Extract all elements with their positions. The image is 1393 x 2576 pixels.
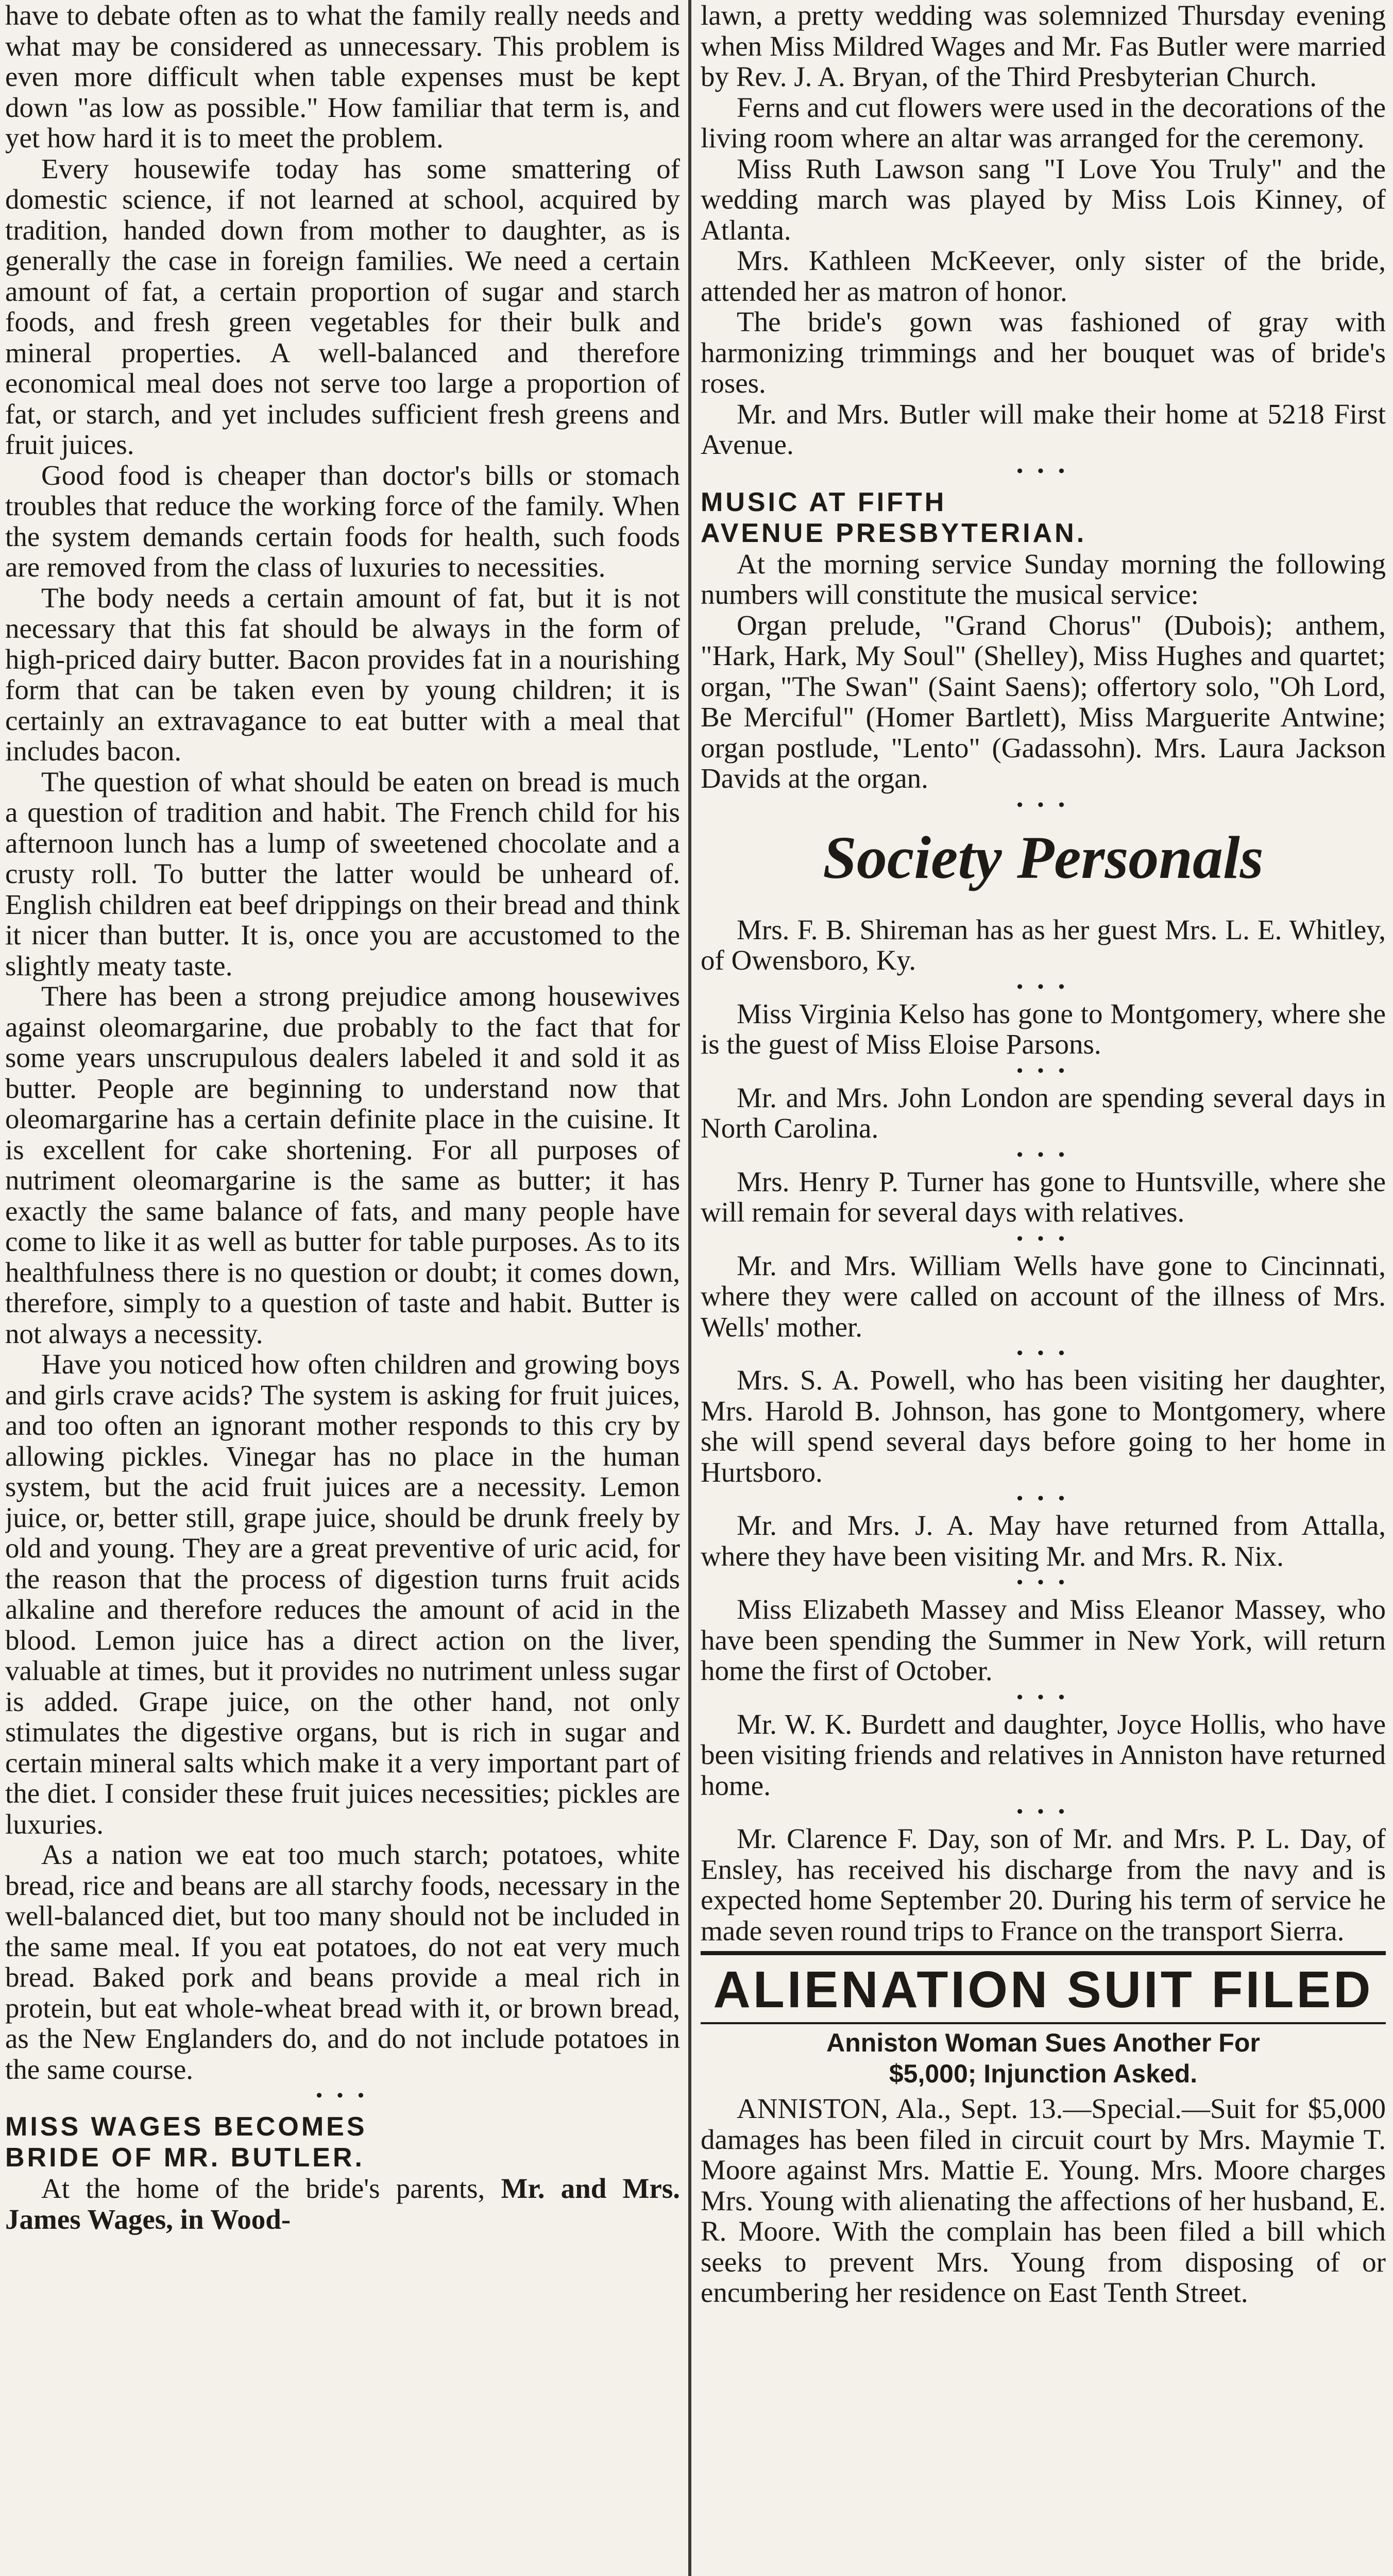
personal-item: Mr. Clarence F. Day, son of Mr. and Mrs. P. L. Day, of Ensley, has received his discharge from the navy and is expected home September 20. During his term of service he made seven round trips to France on the transport Sierra. (701, 1823, 1386, 1946)
alienation-body: ANNISTON, Ala., Sept. 13.—Special.—Suit for $5,000 damages has been filed in circuit court by Mrs. Maymie T. Moore against Mrs. Mattie E. Young. Mrs. Moore charges Mrs. Young with alienating the affections of her husband, E. R. Moore. With the complain has been filed a bill which seeks to prevent Mrs. Young from disposing of or encumbering her residence on East Tenth Street. (701, 2093, 1386, 2308)
section-separator: • • • (1016, 795, 1070, 815)
column-rule (688, 0, 691, 2576)
article-paragraph: There has been a strong prejudice among housewives against oleomargarine, due probably to the fact that for some years unscrupulous dealers labeled it and sold it as butter. People are beginning to understand now that oleomargarine has a certain definite place in the cuisine. It is excellent for cake shortening. For all purposes of nutriment oleomargarine is the same as butter; it has exactly the same balance of fats, and many people have come to like it as well as butter for table purposes. As to its healthfulness there is no question or doubt; it comes down, therefore, simply to a question of taste and habit. Butter is not always a necessity. (5, 980, 680, 1349)
section-separator: • • • (1016, 1229, 1070, 1248)
wedding-paragraph: Mr. and Mrs. Butler will make their home at 5218 First Avenue. (701, 398, 1386, 460)
section-separator: • • • (1016, 1687, 1070, 1707)
left-column (5, 0, 680, 2576)
personal-item: Mr. and Mrs. John London are spending several days in North Carolina. (701, 1081, 1386, 1144)
wedding-paragraph: lawn, a pretty wedding was solemnized Thursday evening when Miss Mildred Wages and Mr. Fas Butler were married by Rev. J. A. Bryan, of the Third Presbyterian Church. (701, 0, 1386, 92)
article-paragraph: Good food is cheaper than doctor's bills or stomach troubles that reduce the working force of the family. When the system demands certain foods for health, such foods are removed from the class of luxuries to necessities. (5, 459, 680, 583)
section-separator: • • • (1016, 1344, 1070, 1363)
wedding-paragraph: Ferns and cut flowers were used in the decorations of the living room where an altar was arranged for the ceremony. (701, 91, 1386, 154)
section-separator: • • • (1016, 1573, 1070, 1592)
personal-item: Mr. and Mrs. J. A. May have returned from Attalla, where they have been visiting Mr. and Mrs. R. Nix. (701, 1510, 1386, 1572)
personal-item: Mrs. F. B. Shireman has as her guest Mrs. L. E. Whitley, of Owensboro, Ky. (701, 913, 1386, 976)
wedding-paragraph: Mrs. Kathleen McKeever, only sister of the bride, attended her as matron of honor. (701, 245, 1386, 307)
alienation-subheadline-line: Anniston Woman Sues Another For (826, 2028, 1260, 2057)
personal-item: Mrs. S. A. Powell, who has been visiting her daughter, Mrs. Harold B. Johnson, has gone to Montgomery, where she will spend several days before going to her home in Hurtsboro. (701, 1364, 1386, 1488)
music-paragraph: Organ prelude, "Grand Chorus" (Dubois); anthem, "Hark, Hark, My Soul" (Shelley), Miss Hughes and quartet; organ, "The Swan" (Saint Saens); offertory solo, "Oh Lord, Be Merciful" (Homer Bartlett), Miss Marguerite Antwine; organ postlude, "Lento" (Gadassohn). Mrs. Laura Jackson Davids at the organ. (701, 609, 1386, 794)
article-paragraph: The question of what should be eaten on bread is much a question of tradition and habit. The French child for his afternoon lunch has a lump of sweetened chocolate and a crusty roll. To butter the latter would be unheard of. English children eat beef drippings on their bread and think it nicer than butter. It is, once you are accustomed to the slightly meaty taste. (5, 766, 680, 981)
wedding-paragraph: Miss Ruth Lawson sang "I Love You Truly" and the wedding march was played by Miss Lois Kinney, of Atlanta. (701, 152, 1386, 246)
music-headline-line: MUSIC AT FIFTH (701, 487, 947, 517)
personal-item: Mrs. Henry P. Turner has gone to Huntsville, where she will remain for several days with relatives. (701, 1165, 1386, 1228)
personal-item: Miss Elizabeth Massey and Miss Eleanor Massey, who have been spending the Summer in New York, will return home the first of October. (701, 1594, 1386, 1686)
wedding-opening-names: Mr. and Mrs. James Wages, in Wood- (5, 2173, 680, 2235)
article-paragraph: have to debate often as to what the family really needs and what may be considered as unnecessary. This problem is even more difficult when table expenses must be kept down "as low as possible." How familiar that term is, and yet how hard it is to meet the problem. (5, 0, 680, 154)
society-personals-title: Society Personals (823, 823, 1264, 891)
personal-item: Mr. W. K. Burdett and daughter, Joyce Hollis, who have been visiting friends and relatives in Anniston have returned home. (701, 1708, 1386, 1801)
section-separator: • • • (1016, 1145, 1070, 1164)
alienation-subheadline (701, 2027, 1386, 2089)
wedding-opening-text: At the home of the bride's parents, (41, 2173, 485, 2204)
section-separator: • • • (1016, 1489, 1070, 1508)
wedding-paragraph: The bride's gown was fashioned of gray with harmonizing trimmings and her bouquet was of bride's roses. (701, 306, 1386, 399)
alienation-headline: ALIENATION SUIT FILED (701, 1951, 1386, 2024)
section-separator: • • • (316, 2086, 369, 2105)
wedding-headline-line: BRIDE OF MR. BUTLER. (5, 2143, 365, 2173)
article-paragraph: As a nation we eat too much starch; potatoes, white bread, rice and beans are all starchy foods, necessary in the well-balanced diet, but too many should not be included in the same meal. If you eat potatoes, do not eat very much bread. Baked pork and beans provide a meal rich in protein, but eat whole-wheat bread with it, or brown bread, as the New Englanders do, and do not include potatoes in the same course. (5, 1839, 680, 2085)
section-separator: • • • (1016, 977, 1070, 996)
article-paragraph: The body needs a certain amount of fat, but it is not necessary that this fat should be always in the form of high-priced dairy butter. Bacon provides fat in a nourishing form that can be taken even by young children; it is certainly an extravagance to eat butter with a meal that includes bacon. (5, 582, 680, 767)
music-headline-line: AVENUE PRESBYTERIAN. (701, 518, 1087, 548)
personal-item: Miss Virginia Kelso has gone to Montgomery, where she is the guest of Miss Eloise Parsons. (701, 997, 1386, 1060)
personal-item: Mr. and Mrs. William Wells have gone to Cincinnati, where they were called on account of the illness of Mrs. Wells' mother. (701, 1249, 1386, 1343)
wedding-headline (5, 2111, 680, 2173)
music-paragraph: At the morning service Sunday morning the following numbers will constitute the musical service: (701, 548, 1386, 610)
wedding-opening-paragraph (5, 2173, 680, 2234)
article-paragraph: Every housewife today has some smattering of domestic science, if not learned at school, acquired by tradition, handed down from mother to daughter, as is generally the case in foreign families. We need a certain amount of fat, a certain proportion of sugar and starch foods, and fresh green vegetables for their bulk and mineral properties. A well-balanced and therefore economical meal does not serve too large a proportion of fat, or starch, and yet includes sufficient fresh greens and fruit juices. (5, 152, 680, 460)
article-paragraph: Have you noticed how often children and growing boys and girls crave acids? The system is asking for fruit juices, and too often an ignorant mother responds to this cry by allowing pickles. Vinegar has no place in the human system, but the acid fruit juices are a necessity. Lemon juice, or, better still, grape juice, should be drunk freely by old and young. They are a great preventive of uric acid, for the reason that the process of digestion turns fruit acids alkaline and therefore reduces the amount of acid in the blood. Lemon juice has a direct action on the liver, valuable at times, but it provides no nutriment unless sugar is added. Grape juice, on the other hand, not only stimulates the digestive organs, but is rich in sugar and certain mineral salts which make it a very important part of the diet. I consider these fruit juices necessities; pickles are luxuries. (5, 1348, 680, 1840)
alienation-subheadline-line: $5,000; Injunction Asked. (889, 2059, 1198, 2088)
section-separator: • • • (1016, 461, 1070, 481)
wedding-headline-line: MISS WAGES BECOMES (5, 2112, 367, 2142)
section-separator: • • • (1016, 1802, 1070, 1821)
section-separator: • • • (1016, 1061, 1070, 1080)
music-headline (701, 487, 1386, 549)
right-column (701, 0, 1386, 2576)
